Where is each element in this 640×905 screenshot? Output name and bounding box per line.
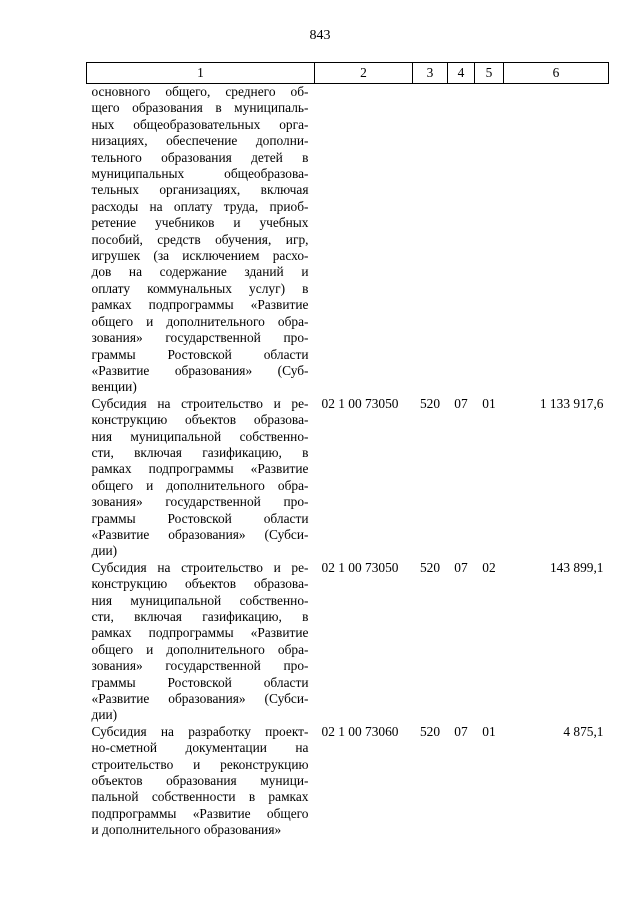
row-target-code: 02 1 00 73050 bbox=[321, 395, 399, 411]
header-col-2: 2 bbox=[315, 63, 413, 84]
row-subsection: 01 bbox=[482, 723, 496, 739]
description-line: зования» государственной про- bbox=[91, 494, 309, 510]
description-line: пальной собственности в рамках bbox=[91, 789, 309, 805]
description-line: пособий, средств обучения, игр, bbox=[91, 231, 309, 247]
row-subsection: 01 bbox=[482, 395, 496, 411]
description-line: Субсидия на строительство и ре- bbox=[91, 559, 309, 575]
row-description bbox=[87, 560, 315, 724]
row-amount: 1 133 917,6 bbox=[539, 395, 604, 411]
description-line: рамках подпрограммы «Развитие bbox=[91, 297, 309, 313]
description-line: но-сметной документации на bbox=[91, 740, 309, 756]
row-subsection: 02 bbox=[482, 559, 496, 575]
row-section: 07 bbox=[454, 395, 468, 411]
description-line: рамках подпрограммы «Развитие bbox=[91, 625, 309, 641]
description-line: и дополнительного образования» bbox=[91, 822, 282, 838]
header-col-4: 4 bbox=[448, 63, 475, 84]
description-line: Субсидия на разработку проект- bbox=[91, 723, 309, 739]
row-expense-type: 520 bbox=[419, 559, 441, 575]
description-line: зования» государственной про- bbox=[91, 330, 309, 346]
row-expense-type bbox=[413, 84, 448, 396]
description-line: дии) bbox=[91, 543, 118, 559]
description-line: Субсидия на строительство и ре- bbox=[91, 395, 309, 411]
description-line: ния муниципальной собственно- bbox=[91, 592, 309, 608]
description-line: ния муниципальной собственно- bbox=[91, 428, 309, 444]
description-line: «Развитие образования» (Субси- bbox=[91, 691, 309, 707]
description-line: дов на содержание зданий и bbox=[91, 264, 309, 280]
description-line: объектов образования муници- bbox=[91, 773, 309, 789]
description-line: ных общеобразовательных орга- bbox=[91, 116, 309, 132]
row-amount bbox=[504, 84, 609, 396]
description-line: «Развитие образования» (Субси- bbox=[91, 526, 309, 542]
table-header bbox=[87, 63, 609, 84]
row-subsection bbox=[475, 84, 504, 396]
description-line: оплату коммунальных услуг) в bbox=[91, 280, 309, 296]
header-col-6: 6 bbox=[504, 63, 609, 84]
row-amount: 4 875,1 bbox=[563, 723, 604, 739]
table-row bbox=[87, 396, 609, 560]
row-section: 07 bbox=[454, 559, 468, 575]
description-line: зования» государственной про- bbox=[91, 658, 309, 674]
description-line: дии) bbox=[91, 707, 118, 723]
row-section bbox=[448, 84, 475, 396]
description-line: общего и дополнительного обра- bbox=[91, 313, 309, 329]
table-row bbox=[87, 560, 609, 724]
row-target-code: 02 1 00 73060 bbox=[321, 723, 399, 739]
page-number: 843 bbox=[309, 28, 331, 43]
table-row bbox=[87, 724, 609, 839]
description-line: конструкцию объектов образова- bbox=[91, 576, 309, 592]
description-line: граммы Ростовской области bbox=[91, 674, 309, 690]
description-line: граммы Ростовской области bbox=[91, 510, 309, 526]
description-line: «Развитие образования» (Суб- bbox=[91, 362, 309, 378]
description-line: венции) bbox=[91, 379, 137, 395]
header-col-3: 3 bbox=[413, 63, 448, 84]
description-line: граммы Ростовской области bbox=[91, 346, 309, 362]
row-amount: 143 899,1 bbox=[549, 559, 604, 575]
description-line: ретение учебников и учебных bbox=[91, 215, 309, 231]
row-description bbox=[87, 724, 315, 839]
row-expense-type: 520 bbox=[419, 395, 441, 411]
row-description bbox=[87, 84, 315, 396]
description-line: конструкцию объектов образова- bbox=[91, 412, 309, 428]
header-col-5: 5 bbox=[475, 63, 504, 84]
description-line: игрушек (за исключением расхо- bbox=[91, 248, 309, 264]
table-row bbox=[87, 84, 609, 396]
description-line: расходы на оплату труда, приоб- bbox=[91, 198, 309, 214]
description-line: сти, включая газификацию, в bbox=[91, 444, 309, 460]
description-line: тельных организациях, включая bbox=[91, 182, 309, 198]
description-line: тельного образования детей в bbox=[91, 149, 309, 165]
table-body bbox=[87, 84, 609, 839]
description-line: общего и дополнительного обра- bbox=[91, 477, 309, 493]
row-section: 07 bbox=[454, 723, 468, 739]
header-col-1: 1 bbox=[87, 63, 315, 84]
description-line: щего образования в муниципаль- bbox=[91, 100, 309, 116]
description-line: строительство и реконструкцию bbox=[91, 756, 309, 772]
budget-table bbox=[86, 62, 609, 839]
row-description bbox=[87, 396, 315, 560]
description-line: подпрограммы «Развитие общего bbox=[91, 805, 309, 821]
description-line: сти, включая газификацию, в bbox=[91, 609, 309, 624]
description-line: рамках подпрограммы «Развитие bbox=[91, 461, 309, 477]
description-line: общего и дополнительного обра- bbox=[91, 641, 309, 657]
row-target-code bbox=[315, 84, 413, 396]
row-target-code: 02 1 00 73050 bbox=[321, 559, 399, 575]
description-line: основного общего, среднего об- bbox=[91, 84, 309, 99]
row-expense-type: 520 bbox=[419, 723, 441, 739]
description-line: муниципальных общеобразова- bbox=[91, 166, 309, 182]
description-line: низациях, обеспечение дополни- bbox=[91, 133, 309, 149]
